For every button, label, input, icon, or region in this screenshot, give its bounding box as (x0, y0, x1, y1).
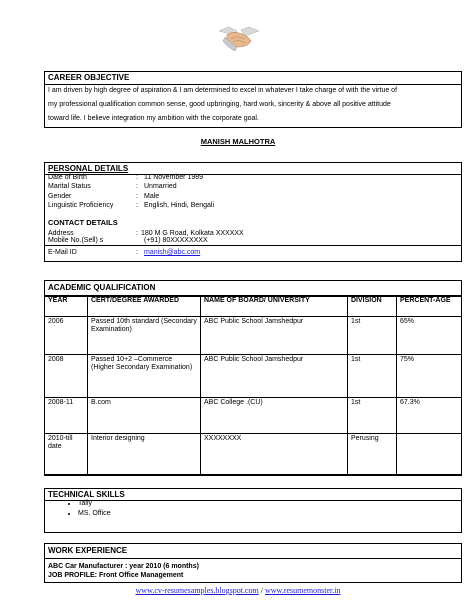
language-value: English, Hindi, Bengali (144, 202, 215, 209)
mobile-label: Mobile No.(Sell) s (48, 237, 104, 244)
work-line-2: JOB PROFILE: Front Office Management (48, 572, 184, 579)
objective-line-3: toward life. I believe integration my ambition with the corporate goal. (48, 115, 259, 122)
career-objective-heading: CAREER OBJECTIVE (45, 72, 461, 85)
row-year: 2008-11 (45, 398, 88, 434)
address-sep: : (136, 230, 138, 237)
row-board: ABC Public School Jamshedpur (201, 355, 348, 398)
academic-table (44, 295, 462, 475)
address-label: Address (48, 230, 74, 237)
header-board: NAME OF BOARD/ UNIVERSITY (201, 296, 348, 317)
objective-line-2: my professional qualification common sense, good upbringing, hard work, sincerity & above all positive attitude (48, 101, 391, 108)
objective-line-1: I am driven by high degree of aspiration & I am determined to excel in whatever I take charge of with the virtue of (48, 87, 398, 94)
marital-label: Marital Status (48, 183, 91, 190)
row-cert: B.com (88, 398, 201, 434)
gender-value: Male (144, 193, 160, 200)
language-sep: : (136, 202, 138, 209)
footer-links (0, 586, 476, 595)
row-cert: Interior designing (88, 434, 201, 475)
handshake-logo-icon (217, 17, 261, 59)
list-item: • Tally (78, 499, 111, 509)
marital-value: Unmarried (144, 183, 177, 190)
personal-details-heading: PERSONAL DETAILS (45, 163, 461, 175)
row-cert: Passed 10th standard (Secondary Examination) (88, 317, 201, 355)
row-percent: 65% (397, 317, 462, 355)
row-division: 1st (348, 398, 397, 434)
language-label: Linguistic Proficiency (48, 202, 114, 209)
header-cert: CERT/DEGREE AWARDED (88, 296, 201, 317)
email-link[interactable]: manish@abc.com (144, 249, 201, 256)
contact-divider (44, 245, 462, 246)
row-percent: 75% (397, 355, 462, 398)
marital-sep: : (136, 183, 138, 190)
row-division: 1st (348, 355, 397, 398)
dob-value: 11 November 1989 (144, 174, 204, 181)
skills-list (44, 499, 111, 519)
work-experience-heading: WORK EXPERIENCE (45, 544, 461, 559)
row-board: XXXXXXXX (201, 434, 348, 475)
row-board: ABC College .(CU) (201, 398, 348, 434)
table-row (45, 355, 462, 398)
row-year: 2010-till date (45, 434, 88, 475)
email-label: E-Mail ID (48, 249, 77, 256)
mobile-value: (+91) 80XXXXXXXX (144, 237, 208, 244)
header-percent: PERCENT-AGE (397, 296, 462, 317)
row-percent (397, 434, 462, 475)
footer-link-cv-resumesamples[interactable]: www.cv-resumesamples.blogspot.com (135, 586, 259, 595)
table-row (45, 317, 462, 355)
dob-label: Date of Birth (48, 174, 87, 181)
technical-skills-heading: TECHNICAL SKILLS (45, 489, 461, 501)
dob-sep: : (136, 174, 138, 181)
header-division: DIVISION (348, 296, 397, 317)
row-year: 2006 (45, 317, 88, 355)
table-row (45, 398, 462, 434)
candidate-name: MANISH MALHOTRA (200, 137, 276, 146)
academic-heading: ACADEMIC QUALIFICATION (45, 281, 461, 297)
table-header-row (45, 296, 462, 317)
row-year: 2008 (45, 355, 88, 398)
row-cert: Passed 10+2 –Commerce (Higher Secondary Examination) (88, 355, 201, 398)
contact-details-heading: CONTACT DETAILS (48, 218, 118, 227)
email-sep: : (136, 249, 138, 256)
footer-link-resumemonster[interactable]: www.resumemonster.in (265, 586, 341, 595)
career-objective-text (48, 84, 458, 126)
career-objective-section (44, 71, 462, 128)
header-year: YEAR (45, 296, 88, 317)
row-division: 1st (348, 317, 397, 355)
row-division: Perusing (348, 434, 397, 475)
row-board: ABC Public School Jamshedpur (201, 317, 348, 355)
table-row (45, 434, 462, 475)
gender-label: Gender (48, 193, 72, 200)
address-value: 180 M G Road, Kolkata XXXXXX (141, 230, 244, 237)
gender-sep: : (136, 193, 138, 200)
row-percent: 67.3% (397, 398, 462, 434)
list-item: • MS. Office (78, 509, 111, 519)
footer-separator: / (258, 586, 265, 595)
work-line-1: ABC Car Manufacturer : year 2010 (6 months) (48, 563, 199, 570)
personal-details-section (44, 162, 462, 262)
